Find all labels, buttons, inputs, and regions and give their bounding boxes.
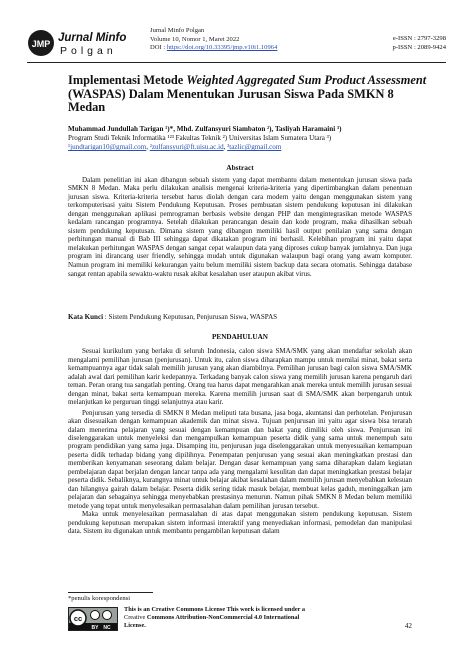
logo-badge-text: JMP bbox=[31, 39, 51, 49]
journal-header bbox=[150, 27, 277, 53]
license-line-3: License. bbox=[124, 621, 146, 629]
title-part1: Implementasi Metode bbox=[68, 73, 187, 87]
email-link-3[interactable]: ³tazlic@gmail.com bbox=[227, 143, 282, 152]
license-text bbox=[124, 606, 394, 629]
email-sep-2: , bbox=[223, 143, 228, 152]
doi-link[interactable]: https://doi.org/10.33395/jmp.v10i1.10964 bbox=[166, 44, 278, 52]
cc-nc-text: NC bbox=[103, 625, 111, 631]
intro-heading: PENDAHULUAN bbox=[212, 333, 268, 341]
keywords-label: Kata Kunci bbox=[68, 313, 104, 321]
logo-text-line1: Jurnal Minfo bbox=[58, 32, 127, 44]
journal-volume: Volume 10, Nomor 1, Maret 2022 bbox=[150, 35, 240, 43]
doi-label: DOI : bbox=[150, 44, 167, 52]
issn-block bbox=[393, 35, 446, 52]
author-emails bbox=[68, 143, 428, 152]
eissn: e-ISSN : 2797-3298 bbox=[392, 35, 446, 42]
cc-icon-text: cc bbox=[73, 614, 83, 623]
journal-logo bbox=[27, 26, 145, 60]
author-block bbox=[68, 125, 428, 152]
introduction-section bbox=[68, 333, 412, 535]
license-line-1: This is an Creative Commons License This work is licensed under a bbox=[124, 606, 306, 613]
title-part3: (WASPAS) Dalam Menentukan Jurusan Siswa Pada SMKN 8 Medan bbox=[68, 86, 394, 115]
email-link-2[interactable]: ²zulfansyuri@ft.uisu.ac.id bbox=[149, 143, 224, 152]
intro-paragraph-1: Sesuai kurikulum yang berlaku di seluruh Indonesia, calon siswa SMA/SMK yang akan mendaftar sekolah akan mengalami pemilihan jurusan (penjurusan). Untuk itu, calon siswa diharapkan mampu untuk memilai minat, bakat serta kemampuannya agar tidak salah memilih jurusan yang akan diambilnya. Pemilihan jurusan bagi calon siswa SMA/SMK adalah awal dari pemilihan karir kedepannya. Terkadang banyak calon siswa yang memilih jurusan karena pengaruh dari teman. Peran orang tua sangatlah penting. Orang tua harus dapat mengarahkan anak mereka untuk memilih jurusan sesuai dengan minat, bakat serta kemampuan mereka. Karena memilih jurusan saat di SMA/SMK akan berpengaruh untuk melanjutkan ke perguruan tinggi selanjutnya atau karir. bbox=[68, 347, 412, 407]
title-part2: Weighted Aggregated Sum Product Assessment bbox=[186, 73, 427, 87]
intro-paragraph-2: Penjurusan yang tersedia di SMKN 8 Medan meliputi tata busana, jasa boga, akuntansi dan perhotelan. Penjurusan akan disesuaikan dengan kemampuan akademik dan minat siswa. Tujuan penjurusan ini yaitu agar siswa bisa terarah dalam menerima pelajaran yang sesuai dengan kemampuan dan bakat yang dimiliki oleh siswa. Penjurusan ini diselenggarakan untuk menyeleksi dan mengampulkan kemampuan peserta didik yang sama untuk menempuh satu program pendidikan yang sama juga. Disamping itu, penjurusan juga diselenggarakan untuk menyesuaikan kemampuan peserta didik terhadap bidang yang dipilihnya. Penempatan penjurusan yang sesuai akan meningkatkan prestasi dan memberikan kenyamanan seseorang dalam belajar. Dengan dasar kemampuan yang sama diharapkan dalam kegiatan pembelajaran dapat berjalan dengan lancar tanpa ada yang mengalami kesulitan dan dapat meningkatkan prestasi belajar peserta didik. Sebaliknya, kurangnya minat untuk belajar akibat kesalahan dalam memilih jurusan menyebabkan kelesuan dan hilangnya gairah dalam belajar. Peserta didik sering tidak masuk belajar, membuat kelas gaduh, meninggalkan jam pelajaran dan sebagainya sehingga menyebabkan prestasinya menurun. Namun pihak SMKN 8 Medan belum memiliki metode yang tepat untuk menyelesaikan permasalahan dalam pemilihan jurusan tersebut. bbox=[68, 408, 412, 510]
abstract-section bbox=[68, 164, 412, 278]
cc-license-badge[interactable] bbox=[68, 607, 118, 631]
journal-doi bbox=[150, 44, 277, 53]
keywords bbox=[68, 313, 412, 321]
article-title bbox=[68, 74, 428, 115]
abstract-text: Dalam penelitian ini akan dibangun sebuah sistem yang dapat membantu dalam menentukan jurusan siswa pada SMKN 8 Medan. Maka perlu dilakukan analisis mengenai kriteria-kriteria yang dipertimbangkan dalam penentuan jurusan siswa. Kriteria-kriteria tersebut harus diolah dengan cara modern yaitu dengan menggunakan sistem yang terkomputerisasi yaitu Sistem Pendukung Keputusan. Proses pembuatan sistem pendukung keputusan ini dilakukan dengan menggunakan aplikasi pemrograman berbasis website dengan PHP dan mengintegrasikan metode WASPAS kedalam rancangan programnya. Setelah dilakukan perancangan desain dan kode program, maka dihasilkan sebuah sistem pendukung keputusan. Dimana sistem yang dibangun memiliki hasil output penilaian yang sama dengan perhitungan manual di Bab III sehingga dapat dikatakan program ini berhasil. Kelebihan program ini yaitu dapat melakukan perhitungan WASPAS dengan sangat cepat walaupun data yang diproses cukup banyak jumlahnya. Dan juga program ini dirancang user friendly, sehingga mudah untuk digunakan walaupun bagi orang yang awam komputer. Namun program ini memiliki kekurangan yaitu belum memiliki sistem backup data secara otomatis. Sehingga database sangat rentan apabila sewaktu-waktu rusak akibat kesalahan user ataupun akibat virus. bbox=[68, 175, 412, 278]
abstract-heading: Abstract bbox=[226, 163, 254, 172]
by-person-icon bbox=[91, 611, 100, 620]
pissn: p-ISSN : 2089-9424 bbox=[392, 43, 446, 51]
author-names: Muhammad Jundullah Tarigan ¹)*, Mhd. Zulfansyuri Siambaton ²), Tasliyah Haramaini ³) bbox=[68, 125, 342, 133]
logo-text-line2: Polgan bbox=[60, 45, 117, 57]
license-line-2b[interactable]: Commons Attribution-NonCommercial 4.0 International bbox=[146, 613, 300, 621]
keywords-text: : Sistem Pendukung Keputusan, Penjurusan Siswa, WASPAS bbox=[103, 313, 278, 321]
header-rule bbox=[27, 62, 446, 63]
nc-icon bbox=[103, 611, 112, 620]
license-line-2a: Creative bbox=[124, 613, 147, 621]
journal-name: Jurnal Minfo Polgan bbox=[150, 27, 205, 34]
cc-by-text: BY bbox=[91, 625, 99, 631]
email-link-1[interactable]: ¹jundtarigan10@gmail.com bbox=[68, 143, 147, 152]
page-number: 42 bbox=[404, 622, 412, 630]
email-sep-1: , bbox=[146, 143, 150, 152]
intro-paragraph-3: Maka untuk menyelesaikan permasalahan di atas dapat menggunakan sistem pendukung keputusan. Sistem pendukung keputusan merupakan sistem informasi interaktif yang menyediakan informasi, pemodelan dan manipulasi data. Sistem itu digunakan untuk membantu pengambilan keputusan dalam bbox=[68, 510, 412, 535]
author-affiliation: Program Studi Teknik Informatika ¹²³ Fakultas Teknik ²) Universitas Islam Sumatera Utara ³) bbox=[68, 134, 332, 143]
footnote-rule bbox=[68, 592, 153, 593]
footnote: *penulis korespondensi bbox=[68, 595, 131, 602]
